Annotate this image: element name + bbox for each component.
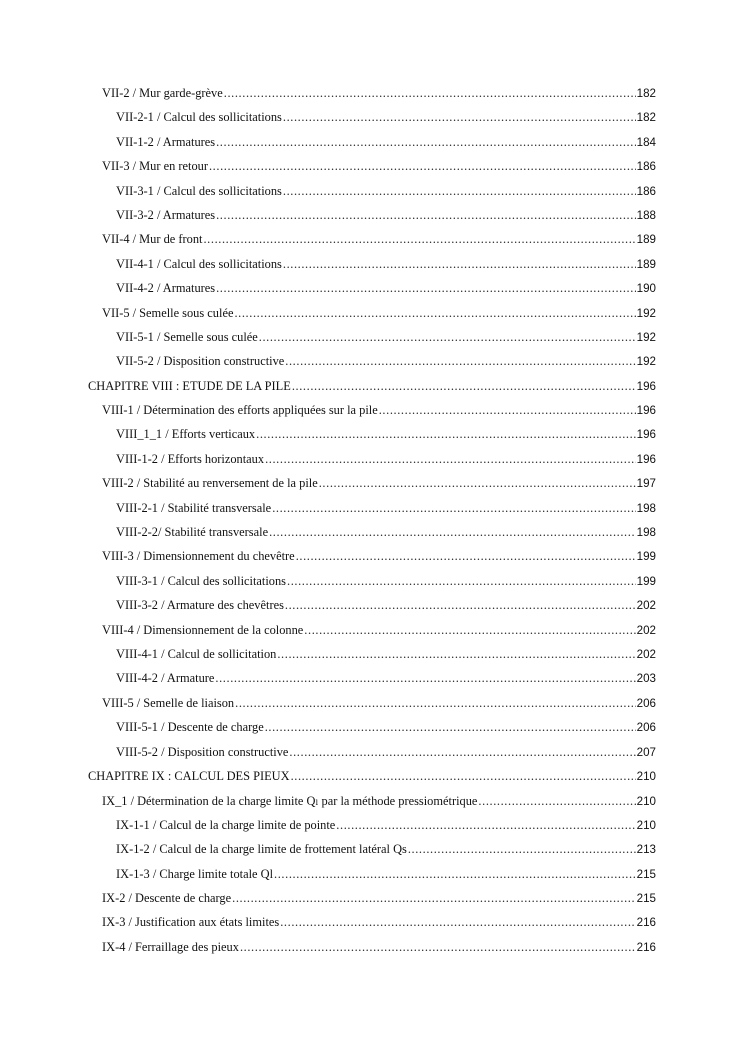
toc-entry[interactable]	[88, 427, 656, 451]
toc-entry[interactable]	[88, 208, 656, 232]
toc-entry[interactable]	[88, 745, 656, 769]
dot-leader	[291, 769, 636, 784]
toc-entry[interactable]	[88, 647, 656, 671]
toc-entry[interactable]	[88, 476, 656, 500]
toc-entry[interactable]	[88, 769, 656, 793]
toc-entry-title: VIII-3-2 / Armature des chevêtres	[116, 598, 284, 613]
toc-entry[interactable]	[88, 549, 656, 573]
toc-entry-page-number: 184	[636, 135, 656, 149]
toc-entry-page-number: 203	[636, 672, 656, 686]
dot-leader	[287, 574, 636, 589]
toc-entry-page-number: 210	[636, 795, 656, 809]
toc-entry[interactable]	[88, 281, 656, 305]
toc-entry-title: VIII-1 / Détermination des efforts appliquées sur la pile	[102, 403, 378, 418]
toc-entry-title: VII-1-2 / Armatures	[116, 134, 216, 149]
toc-entry-title: VII-4-1 / Calcul des sollicitations	[116, 256, 282, 271]
toc-entry-page-number: 198	[636, 526, 656, 540]
toc-entry-title: VIII-2-1 / Stabilité transversale	[116, 500, 272, 515]
dot-leader	[304, 623, 635, 638]
toc-entry-page-number: 207	[636, 745, 656, 759]
toc-entry-title: CHAPITRE VIII : ETUDE DE LA PILE	[88, 378, 291, 393]
dot-leader	[265, 452, 636, 467]
dot-leader	[296, 549, 636, 564]
toc-entry-title: VII-2-1 / Calcul des sollicitations	[116, 110, 282, 125]
toc-entry[interactable]	[88, 623, 656, 647]
toc-entry[interactable]	[88, 452, 656, 476]
dot-leader	[285, 354, 635, 369]
toc-entry[interactable]	[88, 598, 656, 622]
toc-entry[interactable]	[88, 842, 656, 866]
toc-entry[interactable]	[88, 354, 656, 378]
toc-entry-page-number: 186	[636, 184, 656, 198]
toc-entry-title: VIII-1-2 / Efforts horizontaux	[116, 451, 265, 466]
toc-entry-page-number: 182	[636, 87, 656, 100]
toc-entry-title: VIII-2 / Stabilité au renversement de la pile	[102, 476, 318, 491]
dot-leader	[379, 403, 636, 418]
toc-entry[interactable]	[88, 574, 656, 598]
toc-entry-page-number: 197	[636, 477, 656, 491]
toc-entry-page-number: 202	[636, 599, 656, 613]
toc-entry-page-number: 216	[636, 916, 656, 930]
dot-leader	[408, 842, 636, 857]
toc-entry-page-number: 192	[636, 306, 656, 320]
toc-entry-title: IX-1-1 / Calcul de la charge limite de pointe	[116, 817, 336, 832]
toc-entry[interactable]	[88, 696, 656, 720]
toc-entry-page-number: 202	[636, 647, 656, 661]
toc-entry[interactable]	[88, 232, 656, 256]
toc-entry-page-number: 215	[636, 891, 656, 905]
toc-entry-title: VIII-5-2 / Disposition constructive	[116, 744, 289, 759]
toc-entry-title: VII-5-1 / Semelle sous culée	[116, 329, 258, 344]
toc-entry-page-number: 196	[636, 404, 656, 418]
toc-entry-title: VIII-2-2/ Stabilité transversale	[116, 525, 269, 540]
toc-entry-page-number: 210	[636, 769, 656, 783]
dot-leader	[283, 110, 636, 125]
toc-entry-title: IX-2 / Descente de charge	[102, 890, 232, 905]
toc-entry-page-number: 190	[636, 282, 656, 296]
toc-entry-title: VIII-3 / Dimensionnement du chevêtre	[102, 549, 295, 564]
table-of-contents	[88, 86, 656, 964]
toc-entry[interactable]	[88, 110, 656, 134]
toc-entry-title: VII-3-1 / Calcul des sollicitations	[116, 183, 282, 198]
toc-entry[interactable]	[88, 525, 656, 549]
dot-leader	[265, 720, 636, 735]
toc-entry-page-number: 182	[636, 111, 656, 125]
toc-entry[interactable]	[88, 306, 656, 330]
toc-entry-title: IX-4 / Ferraillage des pieux	[102, 939, 239, 954]
toc-entry-page-number: 188	[636, 208, 656, 222]
toc-entry-page-number: 196	[636, 379, 656, 393]
toc-entry-page-number: 199	[636, 550, 656, 564]
dot-leader	[209, 159, 636, 174]
dot-leader	[232, 891, 636, 906]
toc-entry[interactable]	[88, 720, 656, 744]
toc-entry[interactable]	[88, 330, 656, 354]
toc-entry-title: VIII-4-1 / Calcul de sollicitation	[116, 646, 277, 661]
toc-entry-page-number: 196	[636, 452, 656, 466]
toc-entry[interactable]	[88, 257, 656, 281]
toc-entry-title: VIII_1_1 / Efforts verticaux	[116, 427, 256, 442]
toc-entry[interactable]	[88, 793, 656, 817]
toc-entry-title: VIII-4 / Dimensionnement de la colonne	[102, 622, 304, 637]
toc-entry[interactable]	[88, 891, 656, 915]
dot-leader	[274, 867, 636, 882]
dot-leader	[292, 379, 636, 394]
toc-entry[interactable]	[88, 379, 656, 403]
dot-leader	[280, 915, 635, 930]
toc-entry-page-number: 192	[636, 355, 656, 369]
toc-entry-page-number: 215	[636, 867, 656, 881]
dot-leader	[269, 525, 636, 540]
toc-entry[interactable]	[88, 159, 656, 183]
toc-entry-page-number: 213	[636, 843, 656, 857]
dot-leader	[272, 501, 635, 516]
toc-entry[interactable]	[88, 184, 656, 208]
dot-leader	[224, 86, 636, 101]
dot-leader	[216, 135, 636, 150]
toc-entry-page-number: 196	[636, 428, 656, 442]
toc-entry-title: VIII-5 / Semelle de liaison	[102, 695, 235, 710]
dot-leader	[478, 794, 635, 809]
toc-entry-page-number: 189	[636, 233, 656, 247]
dot-leader	[235, 696, 636, 711]
toc-entry-title: VII-5-2 / Disposition constructive	[116, 354, 285, 369]
dot-leader	[319, 476, 636, 491]
toc-entry[interactable]	[88, 501, 656, 525]
toc-entry-title: IX-3 / Justification aux états limites	[102, 915, 280, 930]
dot-leader	[216, 208, 636, 223]
dot-leader	[256, 427, 636, 442]
toc-entry-title: VIII-5-1 / Descente de charge	[116, 720, 264, 735]
dot-leader	[336, 818, 635, 833]
toc-entry[interactable]	[88, 86, 656, 110]
dot-leader	[283, 257, 636, 272]
toc-entry-page-number: 210	[636, 818, 656, 832]
dot-leader	[240, 940, 636, 955]
toc-entry[interactable]	[88, 867, 656, 891]
dot-leader	[283, 184, 636, 199]
dot-leader	[234, 306, 635, 321]
dot-leader	[215, 671, 635, 686]
dot-leader	[289, 745, 635, 760]
toc-entry-page-number: 192	[636, 330, 656, 344]
dot-leader	[285, 598, 636, 613]
toc-entry[interactable]	[88, 915, 656, 939]
toc-entry-title: VII-3 / Mur en retour	[102, 159, 208, 174]
toc-entry-title: VII-5 / Semelle sous culée	[102, 305, 234, 320]
toc-entry-title: IX_1 / Détermination de la charge limite Qₗ par la méthode pressiométrique	[102, 794, 478, 809]
dot-leader	[216, 281, 636, 296]
toc-entry[interactable]	[88, 403, 656, 427]
toc-entry-title: IX-1-3 / Charge limite totale Ql	[116, 866, 274, 881]
dot-leader	[203, 232, 635, 247]
toc-entry-title: VII-3-2 / Armatures	[116, 207, 216, 222]
toc-entry-title: VIII-4-2 / Armature	[116, 671, 215, 686]
toc-entry-page-number: 202	[636, 623, 656, 637]
toc-entry-page-number: 199	[636, 574, 656, 588]
toc-entry-page-number: 189	[636, 257, 656, 271]
dot-leader	[259, 330, 636, 345]
dot-leader	[277, 647, 635, 662]
toc-entry-page-number: 206	[636, 721, 656, 735]
toc-entry[interactable]	[88, 135, 656, 159]
toc-entry-title: VIII-3-1 / Calcul des sollicitations	[116, 573, 286, 588]
toc-entry-page-number: 206	[636, 696, 656, 710]
toc-entry-title: VII-4-2 / Armatures	[116, 281, 216, 296]
toc-entry-page-number: 198	[636, 501, 656, 515]
toc-entry-page-number: 216	[636, 940, 656, 954]
toc-entry-title: CHAPITRE IX : CALCUL DES PIEUX	[88, 768, 290, 783]
toc-entry-title: VII-4 / Mur de front	[102, 232, 203, 247]
toc-entry-title: VII-2 / Mur garde-grève	[102, 86, 223, 100]
toc-entry-title: IX-1-2 / Calcul de la charge limite de frottement latéral Qs	[116, 842, 407, 857]
toc-entry[interactable]	[88, 940, 656, 964]
toc-entry[interactable]	[88, 818, 656, 842]
toc-entry[interactable]	[88, 671, 656, 695]
toc-entry-page-number: 186	[636, 160, 656, 174]
